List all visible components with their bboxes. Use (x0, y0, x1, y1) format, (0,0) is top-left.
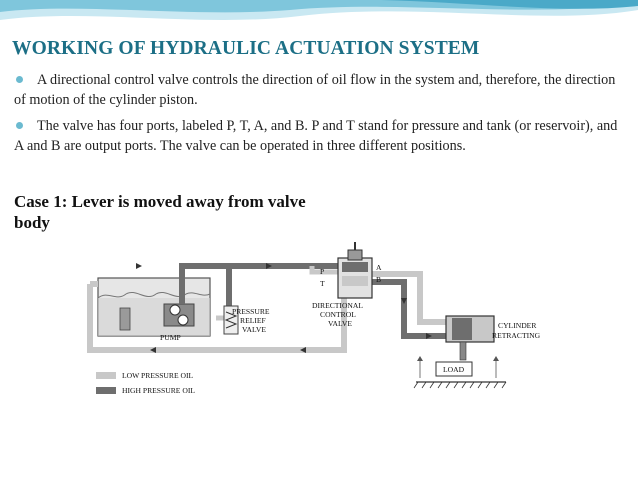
port-b-label: B (376, 275, 382, 284)
cylinder-label-line2: RETRACTING (492, 331, 541, 340)
legend-high-label: HIGH PRESSURE OIL (122, 386, 195, 395)
header-wave-decoration (0, 0, 638, 40)
load-label: LOAD (443, 365, 465, 374)
bullet-paragraph (14, 70, 624, 110)
slide-title: WORKING OF HYDRAULIC ACTUATION SYSTEM (12, 38, 480, 59)
bullet-icon (16, 76, 23, 83)
dcv-label-line1: DIRECTIONAL (312, 301, 364, 310)
bullet-text: The valve has four ports, labeled P, T, A, and B. P and T stand for pressure and tank (or reservoir), and A and B are output ports. The valve can be operated in three different positions. (14, 118, 618, 154)
relief-label-line3: VALVE (242, 325, 267, 334)
port-a-label: A (376, 263, 382, 272)
cylinder-label-line1: CYLINDER (498, 321, 537, 330)
dcv-label-line3: VALVE (328, 319, 353, 328)
relief-label-line1: PRESSURE (232, 307, 270, 316)
legend-swatch-low (96, 372, 116, 379)
case-heading: Case 1: Lever is moved away from valve body (14, 192, 306, 232)
legend-low-label: LOW PRESSURE OIL (122, 371, 194, 380)
pressure-relief-valve (224, 306, 270, 334)
bullet-icon (16, 122, 23, 129)
port-p-label: P (320, 267, 325, 276)
pump-label: PUMP (160, 333, 181, 342)
bullet-paragraph (14, 116, 624, 156)
hydraulic-circuit-diagram (76, 232, 562, 406)
relief-label-line2: RELIEF (240, 316, 266, 325)
bullet-text: A directional control valve controls the direction of oil flow in the system and, therefore, the direction of motion of the cylinder piston. (14, 72, 616, 108)
strainer (120, 308, 130, 330)
dcv-label-line2: CONTROL (320, 310, 356, 319)
legend-swatch-high (96, 387, 116, 394)
port-t-label: T (320, 279, 325, 288)
